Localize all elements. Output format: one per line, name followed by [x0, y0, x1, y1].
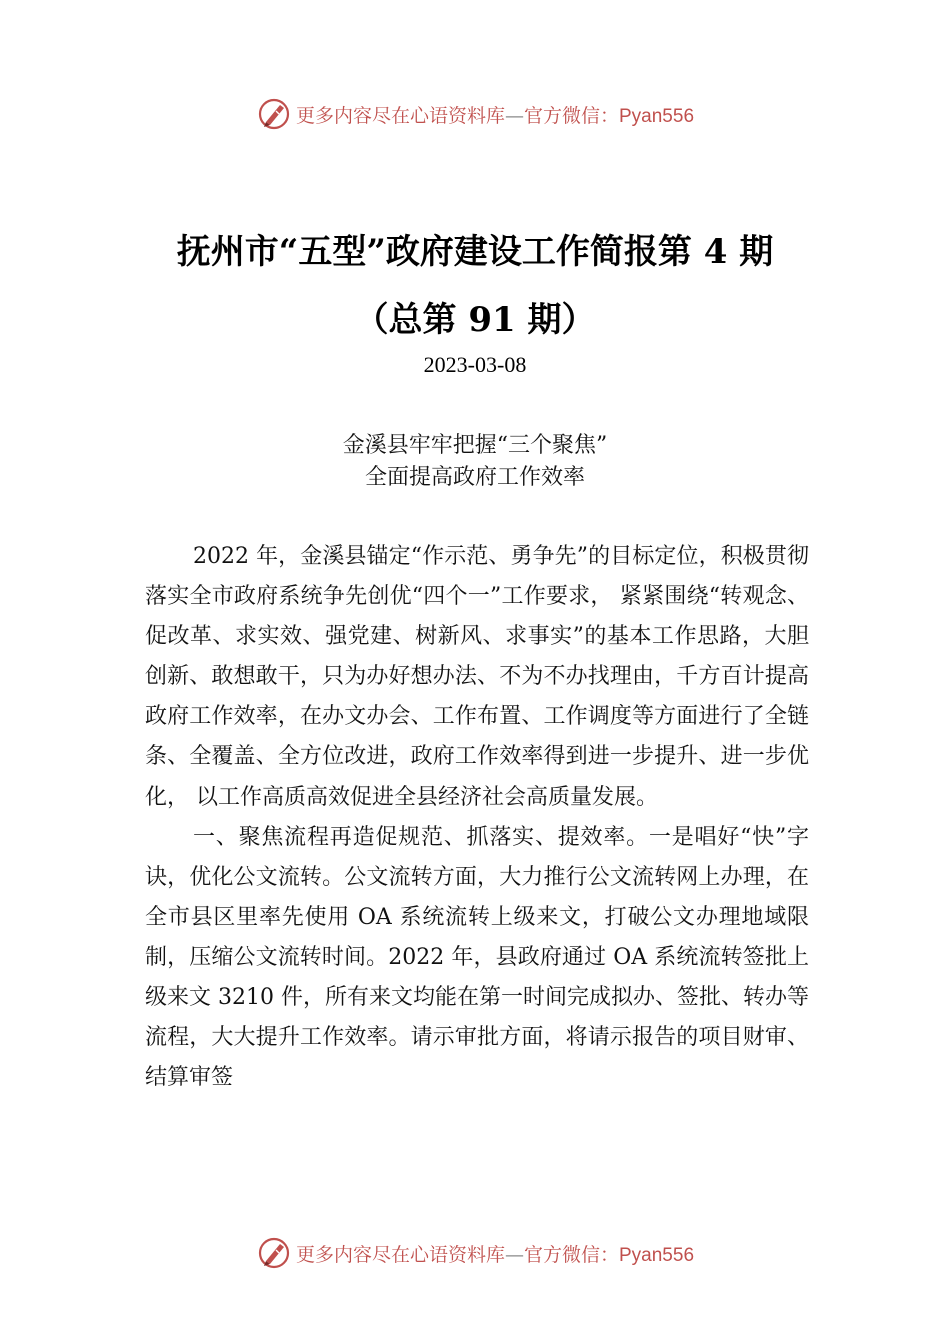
article-body — [145, 537, 809, 1098]
banner-separator: — — [504, 104, 524, 127]
header-banner — [0, 94, 950, 134]
paragraph: 2022 年，金溪县锚定“作示范、勇争先”的目标定位，积极贯彻落实全市政府系统争先创优“四个一”工作要求， 紧紧围绕“转观念、促改革、求实效、强党建、树新风、求事实”的基本工作思路，大胆创新、敢想敢干，只为办好想办法、不为不办找理由，千方百计提高政府工作效率，在办文办会、工作布置、工作调度等方面进行了全链条、全覆盖、全方位改进，政府工作效率得到进一步提升、进一步优化， 以工作高质高效促进全县经济社会高质量发展。 — [145, 544, 809, 810]
banner-wechat-label: 官方微信： — [523, 104, 619, 127]
paragraph: 一、聚焦流程再造促规范、抓落实、提效率。一是唱好“快”字诀，优化公文流转。公文流转方面，大力推行公文流转网上办理，在全市县区里率先使用 OA 系统流转上级来文，打破公文办理地域限制，压缩公文流转时间。2022 年，县政府通过 OA 系统流转签批上级来文 3210 件，所有来文均能在第一时间完成拟办、签批、转办等流程，大大提升工作效率。请示审批方面，将请示报告的项目财审、结算审签 — [145, 824, 809, 1091]
banner-wechat-id: Pyan556 — [619, 105, 695, 127]
document-issue-number: （总第 91 期） — [354, 300, 596, 340]
pen-nib-icon — [256, 1235, 292, 1271]
article-subtitle-line1: 金溪县牢牢把握“三个聚焦” — [342, 433, 608, 458]
banner-wechat-label: 官方微信： — [523, 1243, 619, 1266]
document-title: 抚州市“五型”政府建设工作简报第 4 期 — [176, 232, 774, 272]
banner-text — [296, 1240, 694, 1267]
banner-wechat-id: Pyan556 — [619, 1244, 695, 1266]
banner-brand: 更多内容尽在心语资料库 — [295, 1243, 505, 1266]
footer-banner — [0, 1233, 950, 1273]
article-subtitle-line2: 全面提高政府工作效率 — [364, 465, 585, 490]
document-date: 2023-03-08 — [423, 352, 527, 377]
banner-text — [296, 101, 694, 128]
banner-separator: — — [504, 1243, 524, 1266]
banner-brand: 更多内容尽在心语资料库 — [295, 104, 505, 127]
pen-nib-icon — [256, 96, 292, 132]
